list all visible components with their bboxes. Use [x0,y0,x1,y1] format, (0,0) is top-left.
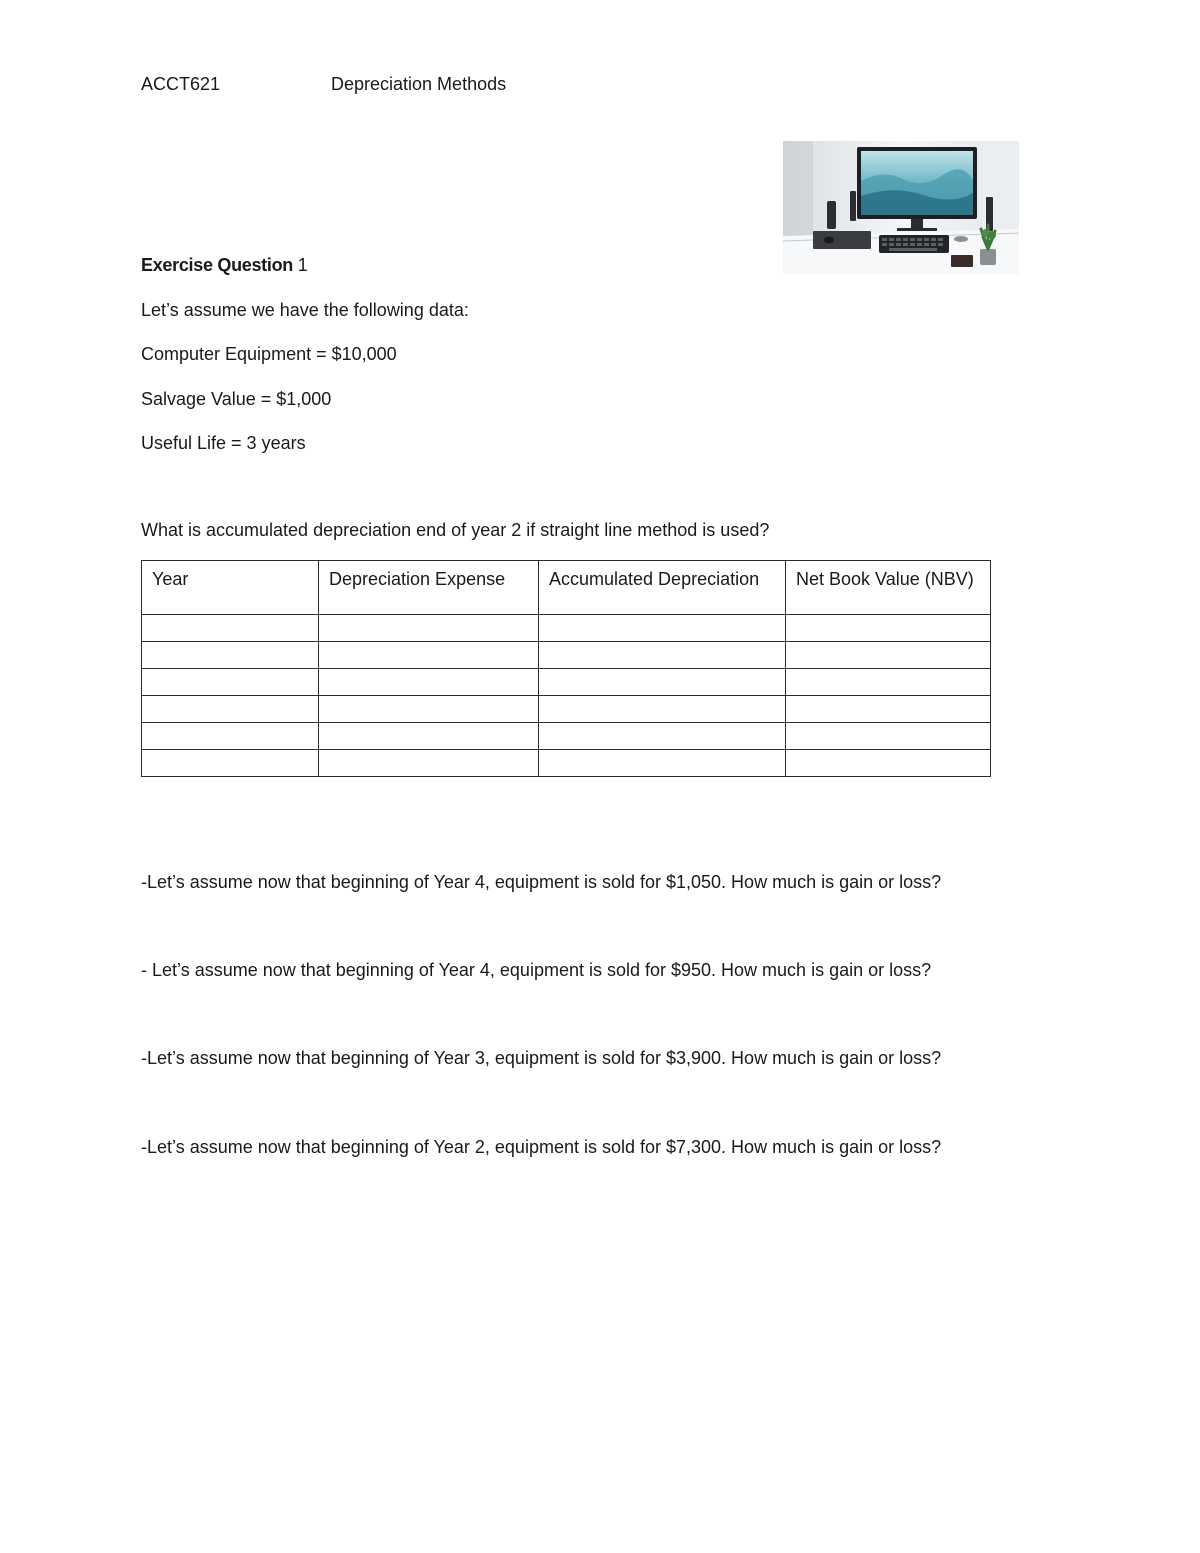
table-row [142,750,991,777]
table-cell[interactable] [539,669,786,696]
table-cell[interactable] [142,723,319,750]
data-line-equipment: Computer Equipment = $10,000 [141,344,397,364]
depreciation-table [141,560,991,777]
table-cell[interactable] [786,642,991,669]
table-cell[interactable] [539,696,786,723]
table-cell[interactable] [539,750,786,777]
table-cell[interactable] [539,615,786,642]
table-cell[interactable] [786,669,991,696]
table-cell[interactable] [142,696,319,723]
document-topic: Depreciation Methods [331,74,507,94]
table-header-row [142,561,991,615]
table-cell[interactable] [319,642,539,669]
followup-question-2: - Let’s assume now that beginning of Year 4, equipment is sold for $950. How much is gain or loss? [141,960,932,980]
table-cell[interactable] [142,750,319,777]
table-cell[interactable] [539,723,786,750]
table-cell[interactable] [319,669,539,696]
table-cell[interactable] [142,615,319,642]
table-cell[interactable] [142,642,319,669]
course-code: ACCT621 [141,74,221,94]
exercise-title [141,255,307,276]
table-cell[interactable] [786,723,991,750]
table-row [142,696,991,723]
table-cell[interactable] [786,750,991,777]
data-line-salvage: Salvage Value = $1,000 [141,389,332,409]
table-cell[interactable] [142,669,319,696]
table-cell[interactable] [319,615,539,642]
table-cell[interactable] [786,696,991,723]
table-cell[interactable] [539,642,786,669]
question-text: What is accumulated depreciation end of year 2 if straight line method is used? [141,520,770,540]
table-row [142,723,991,750]
computer-desk-photo [783,141,1019,274]
followup-question-4: -Let’s assume now that beginning of Year 2, equipment is sold for $7,300. How much is gain or loss? [141,1137,942,1157]
header-accumulated-depreciation: Accumulated Depreciation [539,561,786,615]
data-line-useful-life: Useful Life = 3 years [141,433,306,453]
table-row [142,669,991,696]
header-year: Year [142,561,319,615]
header-depreciation-expense: Depreciation Expense [319,561,539,615]
table-row [142,615,991,642]
table-cell[interactable] [786,615,991,642]
table-cell[interactable] [319,750,539,777]
exercise-number: 1 [297,255,308,275]
table-cell[interactable] [319,723,539,750]
table-row [142,642,991,669]
followup-question-1: -Let’s assume now that beginning of Year 4, equipment is sold for $1,050. How much is gain or loss? [141,872,942,892]
intro-text: Let’s assume we have the following data: [141,300,469,320]
header-net-book-value: Net Book Value (NBV) [786,561,991,615]
table-cell[interactable] [319,696,539,723]
followup-question-3: -Let’s assume now that beginning of Year 3, equipment is sold for $3,900. How much is gain or loss? [141,1048,942,1068]
exercise-title-label: Exercise Question [141,255,293,275]
